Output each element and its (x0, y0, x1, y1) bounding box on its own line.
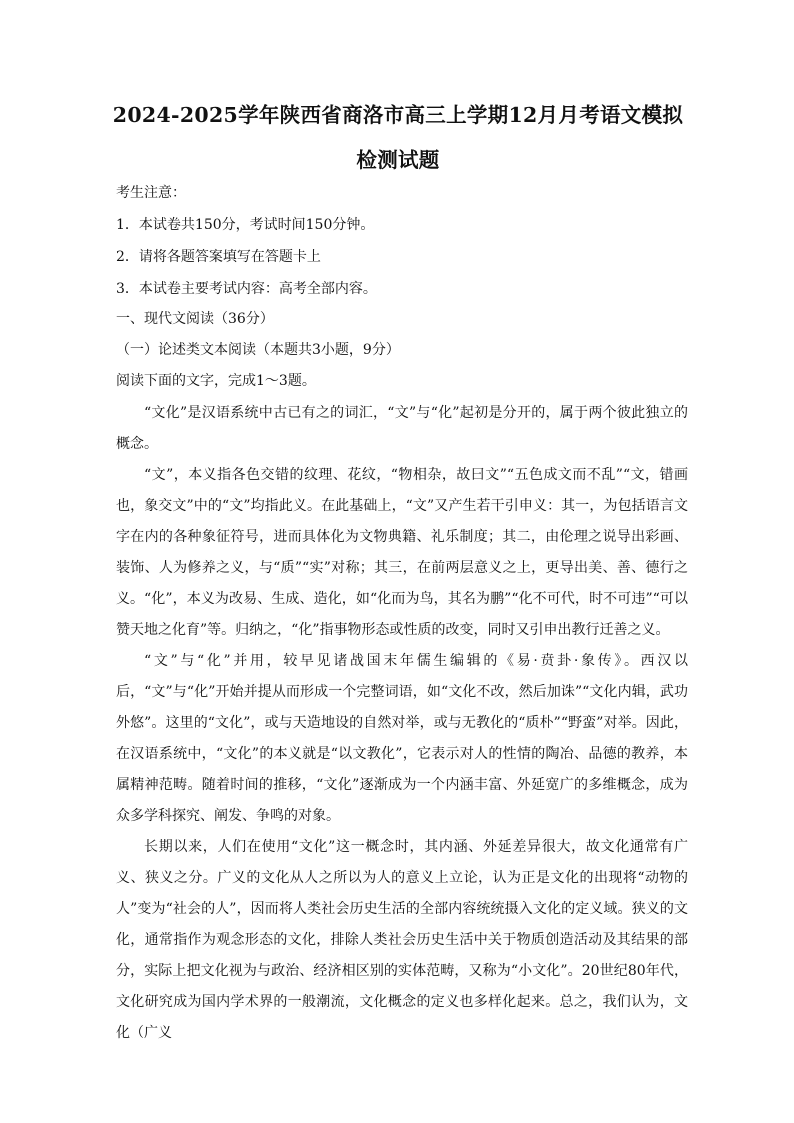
paragraph-2: “文”，本义指各色交错的纹理、花纹，“物相杂，故曰文”“五色成文而不乱”“文，错画也，象交文”中的“文”均指此义。在此基础上，“文”又产生若干引申义：其一，为包括语言文字在内的各种象征符号，进而具体化为文物典籍、礼乐制度；其二，由伦理之说导出彩画、装饰、人为修养之义，与“质”“实”对称；其三，在前两层意义之上，更导出美、善、德行之义。 (116, 467, 688, 607)
notice-heading: 考生注意： (116, 185, 186, 201)
paragraph-5: 长期以来，人们在使用“文化”这一概念时，其内涵、外延差异很大，故文化通常有广义、狭义之分。广义的文化从人之所以为人的意义上立论，认为正是文化的出现将“动物的人”变为“社会的人”，因而将人类社会历史生活的全部内容统统摄入文化的定义域。狭义的文化，通常指作为观念形态的文化，排除人类社会历史生活中关于物质创造活动及其结果的部分，实际上把文化视为与政治、经济相区别的实体范畴，又称为“小文化”。20世纪80年代，文化研究成为国内学术界的一般潮流，文化概念的定义也多样化起来。总之，我们认为，文化（广义 (116, 839, 688, 1041)
section-heading: 一、现代文阅读（36分） (116, 311, 274, 327)
notice-item-2: 2．请将各题答案填写在答题卡上 (116, 249, 321, 265)
subsection-heading: （一）论述类文本阅读（本题共3小题，9分） (116, 342, 400, 358)
paragraph-3: “化”，本义为改易、生成、造化，如“化而为鸟，其名为鹏”“化不可代，时不可违”“可以赞天地之化育”等。归纳之，“化”指事物形态或性质的改变，同时又引申出教行迁善之义。 (116, 591, 688, 638)
paragraph-1: “文化”是汉语系统中古已有之的词汇，“文”与“化”起初是分开的，属于两个彼此独立的概念。 (116, 405, 688, 452)
document-title-line-1: 2024-2025学年陕西省商洛市高三上学期12月月考语文模拟 (112, 103, 684, 127)
notice-item-3: 3．本试卷主要考试内容：高考全部内容。 (116, 281, 377, 297)
document-title-line-2: 检测试题 (356, 148, 440, 172)
reading-instruction: 阅读下面的文字，完成1～3题。 (116, 373, 316, 389)
paragraph-4: “文”与“化”并用，较早见诸战国末年儒生编辑的《易·贲卦·象传》。西汉以后，“文”与“化”开始并提从而形成一个完整词语，如“文化不改，然后加诛”“文化内辑，武功外悠”。这里的“文化”，或与天造地设的自然对举，或与无教化的“质朴”“野蛮”对举。因此，在汉语系统中，“文化”的本义就是“以文教化”，它表示对人的性情的陶冶、品德的教养，本属精神范畴。随着时间的推移，“文化”逐渐成为一个内涵丰富、外延宽广的多维概念，成为众多学科探究、阐发、争鸣的对象。 (116, 653, 688, 824)
notice-item-1: 1．本试卷共150分，考试时间150分钟。 (116, 217, 375, 233)
